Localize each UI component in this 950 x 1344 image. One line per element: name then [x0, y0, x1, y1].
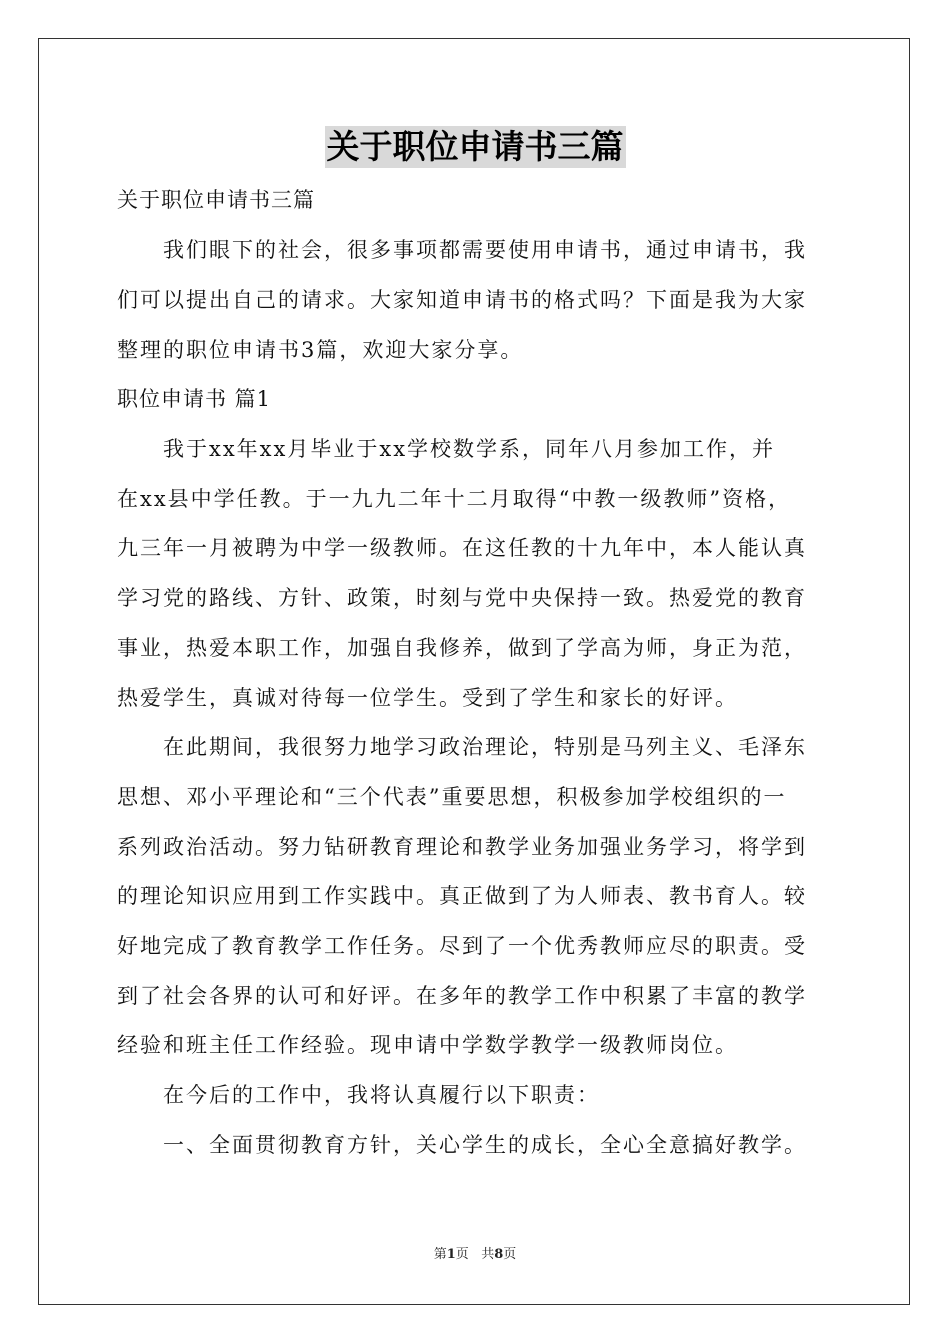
body-line: 好地完成了教育教学工作任务。尽到了一个优秀教师应尽的职责。受	[117, 934, 807, 958]
page-number: 1	[446, 1247, 456, 1262]
body-line: 九三年一月被聘为中学一级教师。在这任教的十九年中，本人能认真	[117, 536, 807, 560]
body-line: 热爱学生，真诚对待每一位学生。受到了学生和家长的好评。	[117, 686, 738, 710]
body-line: 我们眼下的社会，很多事项都需要使用申请书，通过申请书，我	[117, 238, 807, 262]
body-line: 事业，热爱本职工作，加强自我修养，做到了学高为师，身正为范，	[117, 636, 807, 660]
body-line: 经验和班主任工作经验。现申请中学数学教学一级教师岗位。	[117, 1033, 738, 1057]
section-heading: 职位申请书 篇1	[117, 387, 272, 411]
page-prefix: 第	[433, 1247, 447, 1262]
body-line: 我于xx年xx月毕业于xx学校数学系，同年八月参加工作，并	[117, 437, 776, 461]
body-line: 在今后的工作中，我将认真履行以下职责：	[117, 1083, 600, 1107]
body-line: 学习党的路线、方针、政策，时刻与党中央保持一致。热爱党的教育	[117, 586, 807, 610]
body-line: 系列政治活动。努力钻研教育理论和教学业务加强业务学习，将学到	[117, 835, 807, 859]
body-line: 在此期间，我很努力地学习政治理论，特别是马列主义、毛泽东	[117, 735, 807, 759]
body-line: 的理论知识应用到工作实践中。真正做到了为人师表、教书育人。较	[117, 884, 807, 908]
page-border	[38, 38, 910, 1305]
total-pages: 8	[494, 1247, 504, 1262]
document-title: 关于职位申请书三篇	[326, 127, 624, 166]
title-container	[0, 126, 950, 168]
body-line: 思想、邓小平理论和“三个代表”重要思想，积极参加学校组织的一	[117, 785, 787, 809]
body-line: 在xx县中学任教。于一九九二年十二月取得“中教一级教师”资格，	[117, 487, 792, 511]
page-footer	[0, 1246, 950, 1264]
body-line: 到了社会各界的认可和好评。在多年的教学工作中积累了丰富的教学	[117, 984, 807, 1008]
page-suffix: 页	[455, 1247, 469, 1262]
total-prefix: 共	[481, 1247, 495, 1262]
body-line: 整理的职位申请书3篇，欢迎大家分享。	[117, 338, 524, 362]
document-subtitle: 关于职位申请书三篇	[117, 188, 315, 212]
body-line: 一、全面贯彻教育方针，关心学生的成长，全心全意搞好教学。	[117, 1133, 807, 1157]
body-line: 们可以提出自己的请求。大家知道申请书的格式吗？下面是我为大家	[117, 288, 807, 312]
total-suffix: 页	[503, 1247, 517, 1262]
